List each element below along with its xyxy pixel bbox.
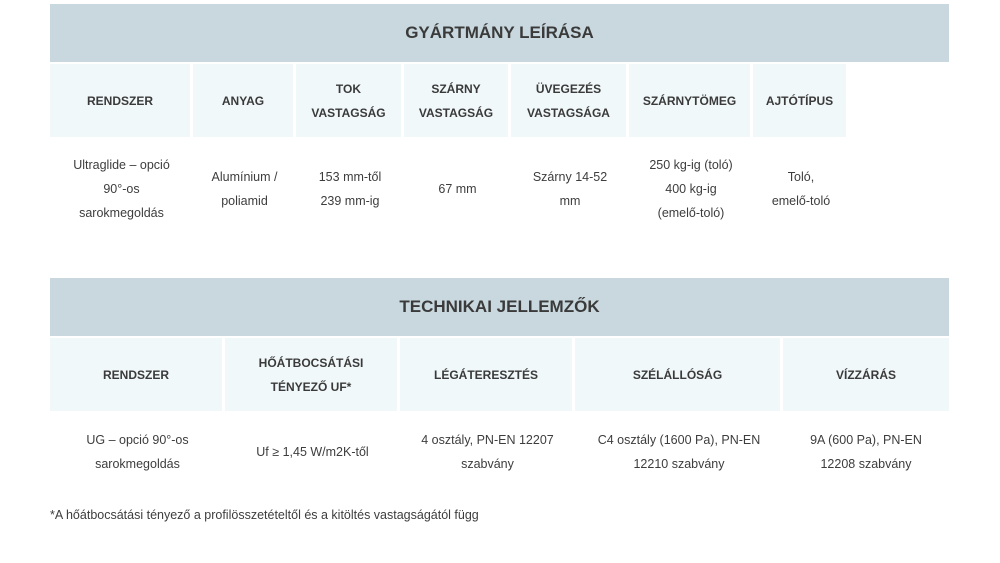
cell-system: UG – opció 90°-os sarokmegoldás [86, 433, 189, 471]
header-cell-watertightness: VÍZZÁRÁS [783, 338, 949, 411]
table-title: TECHNIKAI JELLEMZŐK [50, 278, 949, 336]
header-cell-heat-transfer: HŐÁTBOCSÁTÁSI TÉNYEZŐ UF* [225, 338, 400, 411]
header-cell-sash-weight: SZÁRNYTÖMEG [629, 64, 753, 137]
cell-door-type: Toló, emelő-toló [771, 170, 831, 208]
cell-system: Ultraglide – opció 90°-os sarokmegoldás [73, 158, 170, 220]
technical-specs-table [50, 278, 949, 493]
cell-air-permeability: 4 osztály, PN-EN 12207 szabvány [421, 433, 554, 471]
header-cell-air-permeability: LÉGÁTERESZTÉS [400, 338, 575, 411]
product-description-table [50, 4, 949, 241]
header-row [50, 338, 949, 411]
header-cell-door-type: AJTÓTÍPUS [753, 64, 849, 137]
footnote: *A hőátbocsátási tényező a profilösszetételtől és a kitöltés vastagságától függ [50, 508, 479, 522]
table-row [50, 411, 949, 493]
header-cell-system: RENDSZER [50, 338, 225, 411]
cell-sash-weight: 250 kg-ig (toló) 400 kg-ig (emelő-toló) [649, 158, 733, 220]
header-cell-glazing-thickness: ÜVEGEZÉS VASTAGSÁGA [511, 64, 629, 137]
cell-material: Alumínium / poliamid [211, 170, 278, 208]
header-row [50, 64, 949, 137]
cell-wind-resistance: C4 osztály (1600 Pa), PN-EN 12210 szabvány [597, 433, 761, 471]
cell-heat-transfer: Uf ≥ 1,45 W/m2K-től [256, 445, 369, 459]
cell-frame-thickness: 153 mm-től 239 mm-ig [318, 170, 382, 208]
header-cell-system: RENDSZER [50, 64, 193, 137]
header-cell-material: ANYAG [193, 64, 296, 137]
header-cell-wind-resistance: SZÉLÁLLÓSÁG [575, 338, 783, 411]
table-title: GYÁRTMÁNY LEÍRÁSA [50, 4, 949, 62]
cell-glazing-thickness: Szárny 14-52 mm [532, 170, 608, 208]
header-cell-frame-thickness: TOK VASTAGSÁG [296, 64, 404, 137]
cell-sash-thickness: 67 mm [438, 182, 477, 196]
header-cell-sash-thickness: SZÁRNY VASTAGSÁG [404, 64, 511, 137]
cell-watertightness: 9A (600 Pa), PN-EN 12208 szabvány [810, 433, 922, 471]
table-row [50, 137, 949, 241]
